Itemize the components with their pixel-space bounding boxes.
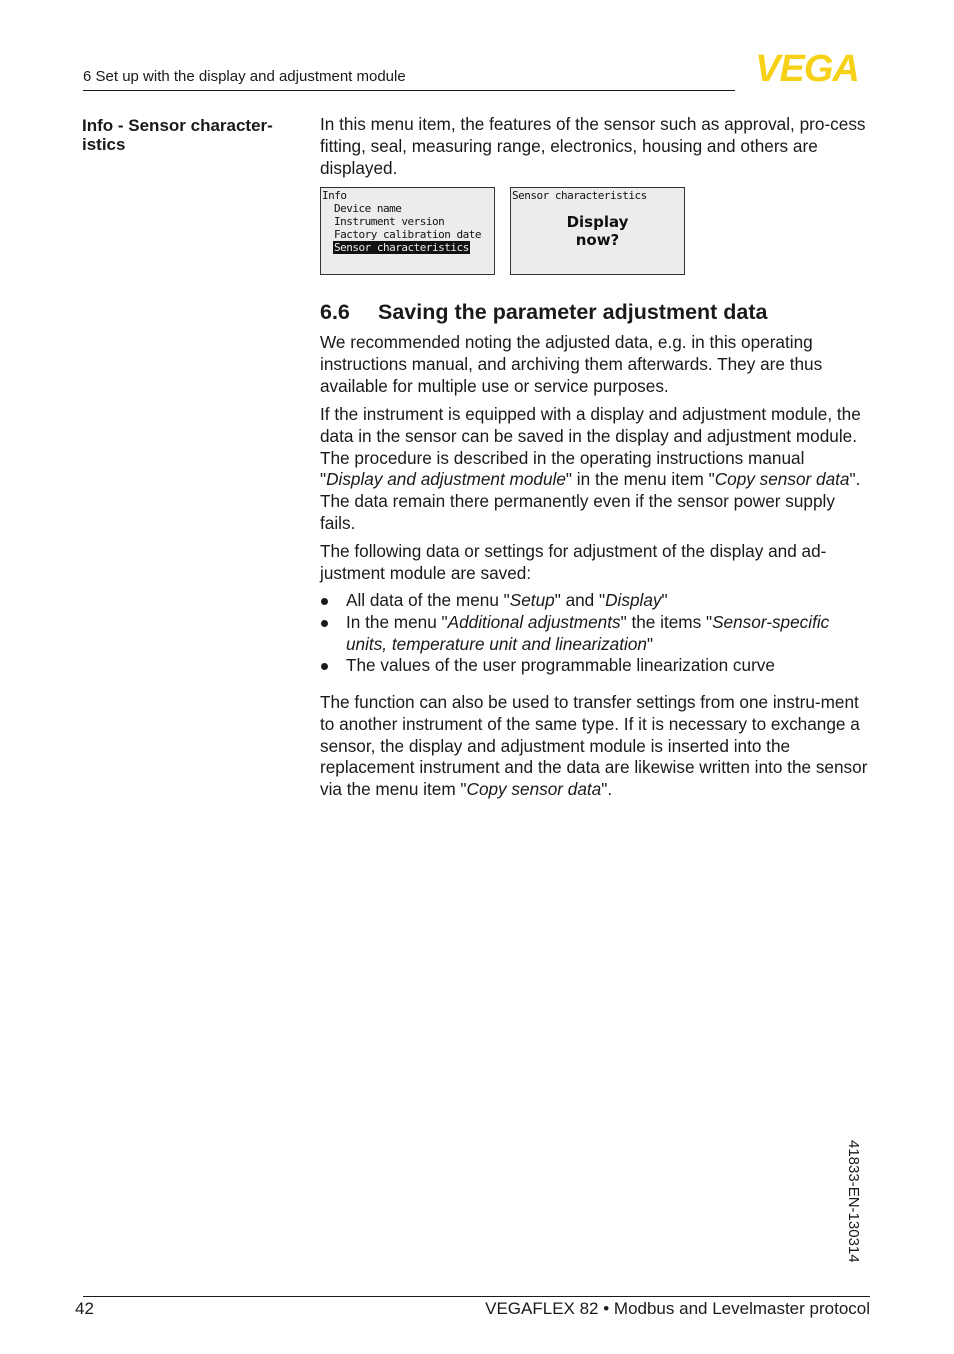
lcd-menu-item-selected: Sensor characteristics: [334, 241, 469, 254]
lcd-confirm-line2: now?: [575, 231, 620, 249]
list-item: In the menu "Additional adjustments" the items "Sensor-specific units, temperature unit and linearization": [320, 612, 870, 656]
document-code: 41833-EN-130314: [845, 1140, 862, 1263]
logo-text: VEGA: [755, 52, 859, 84]
paragraph-text: The function can also be used to transfer settings from one instru-ment to another instrument of the same type. If it is necessary to exchange a sensor, the display and adjustment module is inserted into the replacement instrument and the data are likewise written into the sensor via the menu item "Copy sensor data".: [320, 692, 868, 800]
side-label-info-sensor: [82, 116, 297, 154]
list-item: The values of the user programmable linearization curve: [320, 655, 870, 677]
paragraph-recommendation: [320, 332, 870, 397]
side-label-line1: Info - Sensor character-: [82, 116, 273, 135]
lcd-confirm-screen: [510, 187, 685, 275]
footer-divider: [83, 1296, 870, 1297]
side-label-line2: istics: [82, 135, 126, 154]
running-header: 6 Set up with the display and adjustment module: [83, 68, 406, 85]
lcd-menu-item: Factory calibration date: [334, 228, 481, 241]
header-divider: [83, 90, 735, 91]
paragraph-text: The following data or settings for adjustment of the display and ad-justment module are saved:: [320, 541, 827, 583]
lcd-info-menu: [320, 187, 495, 275]
lcd-confirm-title: Sensor characteristics: [512, 189, 647, 202]
footer-product-name: VEGAFLEX 82 • Modbus and Levelmaster protocol: [485, 1299, 870, 1318]
paragraph-display-module: [320, 404, 870, 535]
page-number: 42: [75, 1299, 94, 1318]
vega-logo: [741, 52, 873, 84]
paragraph-text: We recommended noting the adjusted data, e.g. in this operating instructions manual, and archiving them afterwards. They are thus available for multiple use or service purposes.: [320, 332, 823, 396]
lcd-menu-title: Info: [322, 189, 347, 202]
bullet-icon: [321, 620, 328, 627]
paragraph-saved-data: [320, 541, 870, 585]
bullet-icon: [321, 663, 328, 670]
section-number: 6.6: [320, 300, 350, 324]
section-heading: [320, 300, 768, 325]
lcd-confirm-line1: Display: [566, 213, 629, 231]
info-paragraph: [320, 114, 870, 179]
lcd-menu-item: Device name: [334, 202, 402, 215]
lcd-menu-item: Instrument version: [334, 215, 445, 228]
bullet-icon: [321, 598, 328, 605]
paragraph-transfer: [320, 692, 870, 801]
list-item: All data of the menu "Setup" and "Display": [320, 590, 870, 612]
info-text: In this menu item, the features of the sensor such as approval, pro-cess fitting, seal, measuring range, electronics, housing and others are displayed.: [320, 114, 866, 178]
section-title-text: Saving the parameter adjustment data: [378, 300, 768, 324]
paragraph-text: If the instrument is equipped with a display and adjustment module, the data in the sensor can be saved in the display and adjustment module. The procedure is described in the operating instructions manual "Display and adjustment module" in the menu item "Copy sensor data". The data remain there permanently even if the sensor power supply fails.: [320, 404, 861, 533]
saved-data-list: [320, 590, 870, 677]
